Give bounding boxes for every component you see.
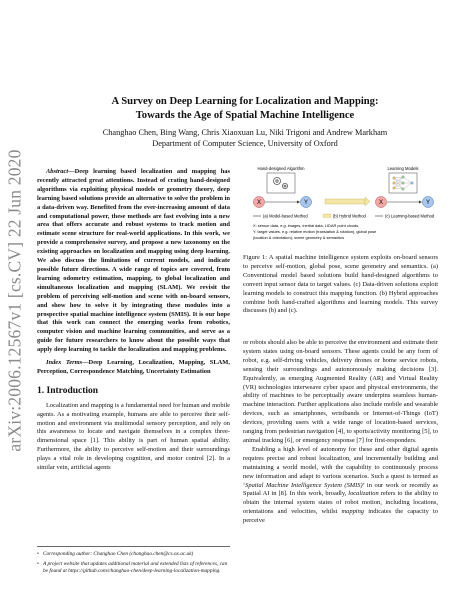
right-paragraph-1: or robots should also be able to perceive the environment and estimate their system states using on-board sensors. These agents could be any form of robot, e.g. self-driving vehicles, delivery drones or home service robots, sensing their surroundings and autonomously making decisions [3]. Equivalently, as emerging Augmented Reality (AR) and Virtual Reality (VR) technologies interweave cyber space and physical environments, the ability of machines to be perceptually aware underpins seamless human-machine interaction. Further applications also include mobile and wearable devices, such as smartphones, wristbands or Internet-of-Things (IoT) devices, providing users with a wide range of location-based services, ranging from pedestrian navigation [4], to sports/activity monitoring [5], to animal tracking [6], or emergency response [7] for first-responders.	[243, 339, 438, 444]
left-column	[37, 168, 230, 473]
footnote-bullet: •	[37, 551, 39, 557]
footnote-corresponding: • Corresponding author: Changhao Chen (changhao.chen@cs.ox.ac.uk)	[37, 551, 194, 557]
figure-caption: Figure 1: A spatial machine intelligence system exploits on-board sensors to perceive self-motion, global pose, scene geometry and semantics. (a) Conventional model based solutions build hand-designed algorithms to convert input sensor data to target values. (c) Data-driven solutions exploit learning models to construct this mapping function. (b) Hybrid approaches combine both hand-crafted algorithms and learning models. This survey discusses (b) and (c).	[243, 254, 438, 315]
abstract-text: —Deep learning based localization and mapping has recently attracted great attentions. Instead of crating hand-designed algorithms via exploiting physical models or geometry theory, deep learning based solutions provide an alternative to solve the problem in a data-driven way. Benefited from the ever-increasing amount of data and computational power, these methods are fast evolving into a new area that offers accurate and robust systems to track motion and estimate scene structure for real-world applications. In this work, we provide a comprehensive survey, and propose a new taxonomy on the existing approaches on localization and mapping using deep learning. We also discuss the limitations of current models, and indicate possible future directions. A wide range of topics are covered, from learning odometry estimation, mapping, to global localization and simultaneous localization and mapping (SLAM). We revisit the problem of perceiving self-motion and scene with on-board sensors, and show how to solve it by integrating these modules into a prospective spatial machine intelligence system (SMIS). It is our hope that this work can connect the emerging works from robotics, computer vision and machine learning communities, and serve as a guide for future researchers to know about the possible ways that apply deep learning to tackle the localization and mapping problems.	[37, 168, 230, 354]
intro-paragraph: Localization and mapping is a fundamental need for human and mobile agents. As a motivating example, humans are able to perceive their self-motion and environment via multimodal sensory perception, and rely on this awareness to locate and navigate themselves in a complex three-dimensional space [1]. This ability is part of human spatial ability. Furthermore, the ability to perceive self-motion and their surroundings plays a vital role in developing cognition, and motor control [2]. In a similar vein, artificial agents	[37, 401, 230, 472]
title-line-1: A Survey on Deep Learning for Localization and Mapping:	[111, 96, 379, 107]
hybrid-arrow	[325, 199, 365, 204]
sublabel-c: (c) Learning-based Method	[385, 213, 435, 219]
paper-title	[40, 95, 450, 123]
figure-1-diagram	[251, 164, 437, 250]
sublabel-a: (a) Model-based Method	[263, 213, 308, 219]
legend-y: Y: target values, e.g. relative motion (translation & rotation), global pose	[253, 229, 377, 234]
section-heading-introduction: 1. Introduction	[37, 385, 99, 396]
legend-y-2: (location & orientation), scene geometry & semantics	[253, 235, 345, 240]
figure-1	[251, 164, 437, 250]
index-terms-label: Index Terms	[46, 359, 83, 367]
sublabel-b: (b) Hybrid Method	[333, 213, 366, 219]
arxiv-stamp-text: arXiv:2006.12567v1 [cs.CV] 22 Jun 2020	[4, 148, 25, 452]
output-y-label-right: Y	[425, 200, 431, 206]
right-paragraph-2: Enabling a high level of autonomy for these and other digital agents requires precise and robust localization, and incrementally building and maintaining a world model, with the capability to continuously process new information and adapt to various scenarios. Such a quest is termed as ‘Spatial Machine Intelligence System (SMIS)’ in our work or recently as Spatial AI in [8]. In this work, broadly, localization refers to the ability to obtain the internal system states of robot motion, including locations, orientations and velocities, whilst mapping indicates the capacity to perceive	[243, 445, 438, 525]
affiliation: Department of Computer Science, University of Oxford	[152, 139, 338, 148]
label-learning-models: Learning Models	[387, 166, 419, 171]
gear-box	[267, 173, 295, 193]
footnote-project: • A project website that updates additional material and extended lists of references, can be found at https://github.com/changhao-chen/deep-learning-localization-mapping.	[37, 561, 228, 574]
abstract-label: Abstract	[46, 168, 69, 175]
right-column	[243, 339, 438, 526]
input-x-label: X	[256, 200, 262, 206]
label-hand-designed: Hand-designed Algorithm	[257, 166, 305, 171]
authors: Changhao Chen, Bing Wang, Chris Xiaoxuan Lu, Niki Trigoni and Andrew Markham	[102, 128, 388, 137]
term-localization: localization	[348, 490, 379, 498]
output-y-label: Y	[303, 200, 309, 206]
index-terms-text: —Deep Learning, Localization, Mapping, SLAM, Perception, Correspondence Matching, Uncertainty Estimation	[37, 359, 230, 375]
index-terms	[37, 359, 230, 377]
author-block	[40, 127, 450, 149]
arxiv-stamp	[4, 110, 26, 490]
abstract	[37, 168, 230, 355]
footnotes	[37, 546, 230, 578]
legend-x: X: sensor data, e.g. images, inertial data, LIDAR point clouds,	[253, 223, 360, 228]
title-line-2: Towards the Age of Spatial Machine Intelligence	[135, 110, 355, 121]
input-x-label-right: X	[378, 200, 384, 206]
term-mapping: mapping	[341, 508, 365, 516]
footnote-bullet: •	[37, 561, 39, 567]
term-smis: Spatial Machine Intelligence System (SMIS)	[245, 481, 363, 489]
